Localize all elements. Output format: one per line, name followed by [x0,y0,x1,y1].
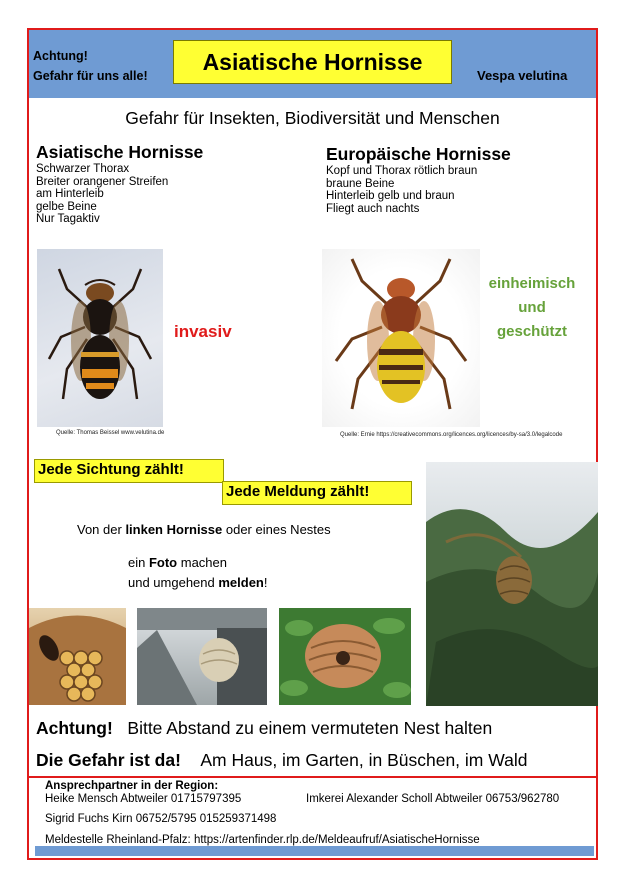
species-latin-name: Vespa velutina [477,68,568,83]
instruction-text: oder eines Nestes [222,522,331,537]
warning-text: Am Haus, im Garten, in Büschen, im Wald [200,750,528,770]
nest-under-roof-image [137,608,267,705]
instruction-emphasis: linken Hornisse [125,522,223,537]
tree-nest-image [426,462,598,706]
subtitle: Gefahr für Insekten, Biodiversität und Menschen [125,108,500,128]
contact-heike-mensch: Heike Mensch Abtweiler 01715797395 [45,793,242,805]
instruction-line-1 [77,520,331,539]
asian-hornet-photo [37,249,163,427]
trait-line: Kopf und Thorax rötlich braun [326,165,478,177]
warning-emphasis: Die Gefahr ist da! [36,750,181,770]
nest-cells-image [29,608,126,705]
trait-line: Fliegt auch nachts [326,202,420,215]
instruction-line-3 [128,573,268,592]
header-warning-line1: Achtung! [33,49,88,63]
header-warning-line2: Gefahr für uns alle! [33,69,148,83]
nest-cells-photo [29,608,126,705]
warning-text: Bitte Abstand zu einem vermuteten Nest halten [127,718,493,738]
european-photo-caption: Quelle: Ernie https://creativecommons.org/licences.org/licences/by-sa/3.0/legalcode [340,432,563,438]
sighting-callout: Jede Sichtung zählt! [34,459,224,483]
native-label-line: und [518,299,546,316]
instruction-line-2 [128,553,227,572]
instruction-emphasis: Foto [148,555,178,570]
contacts-heading: Ansprechpartner in der Region: [45,780,219,792]
trait-line: am Hinterleib [36,188,104,201]
trait-line: Schwarzer Thorax [36,163,130,175]
warning-emphasis: Achtung! [36,718,113,738]
report-link[interactable]: Meldestelle Rheinland-Pfalz: https://artenfinder.rlp.de/Meldeaufruf/AsiatischeHornisse [45,834,480,846]
nest-in-hedge-image [279,608,411,705]
european-hornet-image [322,249,480,427]
distance-warning [36,718,492,739]
asian-hornet-title: Asiatische Hornisse [36,142,204,162]
instruction-text: und umgehend [128,575,219,590]
european-hornet-traits [326,165,477,215]
nest-under-roof-photo [137,608,267,705]
european-hornet-photo [322,249,480,427]
instruction-emphasis: melden [218,575,264,590]
asian-hornet-image [37,249,163,427]
footer-band [35,846,594,856]
contact-imkerei-scholl: Imkerei Alexander Scholl Abtweiler 06753/962780 [306,793,560,805]
native-protected-label [470,272,594,344]
instruction-text: machen [177,555,227,570]
instruction-text: ein [128,555,149,570]
contact-sigrid-fuchs: Sigrid Fuchs Kirn 06752/5795 015259371498 [45,813,277,825]
trait-line: gelbe Beine [36,200,97,213]
danger-warning [36,750,527,771]
report-callout: Jede Meldung zählt! [222,481,412,505]
trait-line: Nur Tagaktiv [36,213,100,226]
asian-photo-caption: Quelle: Thomas Beissel www.velutina.de [56,430,165,436]
instruction-text: ! [263,575,268,590]
divider [29,776,596,778]
trait-line: braune Beine [326,177,395,190]
header-warning [33,46,148,86]
page-title: Asiatische Hornisse [173,40,452,84]
european-hornet-title: Europäische Hornisse [326,144,511,164]
asian-hornet-traits [36,163,168,226]
trait-line: Breiter orangener Streifen [36,175,169,188]
tree-nest-photo [426,462,598,706]
native-label-line: einheimisch [488,275,576,292]
trait-line: Hinterleib gelb und braun [326,190,455,203]
invasive-label: invasiv [174,322,232,341]
nest-in-hedge-photo [279,608,411,705]
native-label-line: geschützt [496,323,567,340]
instruction-text: Von der [77,522,126,537]
